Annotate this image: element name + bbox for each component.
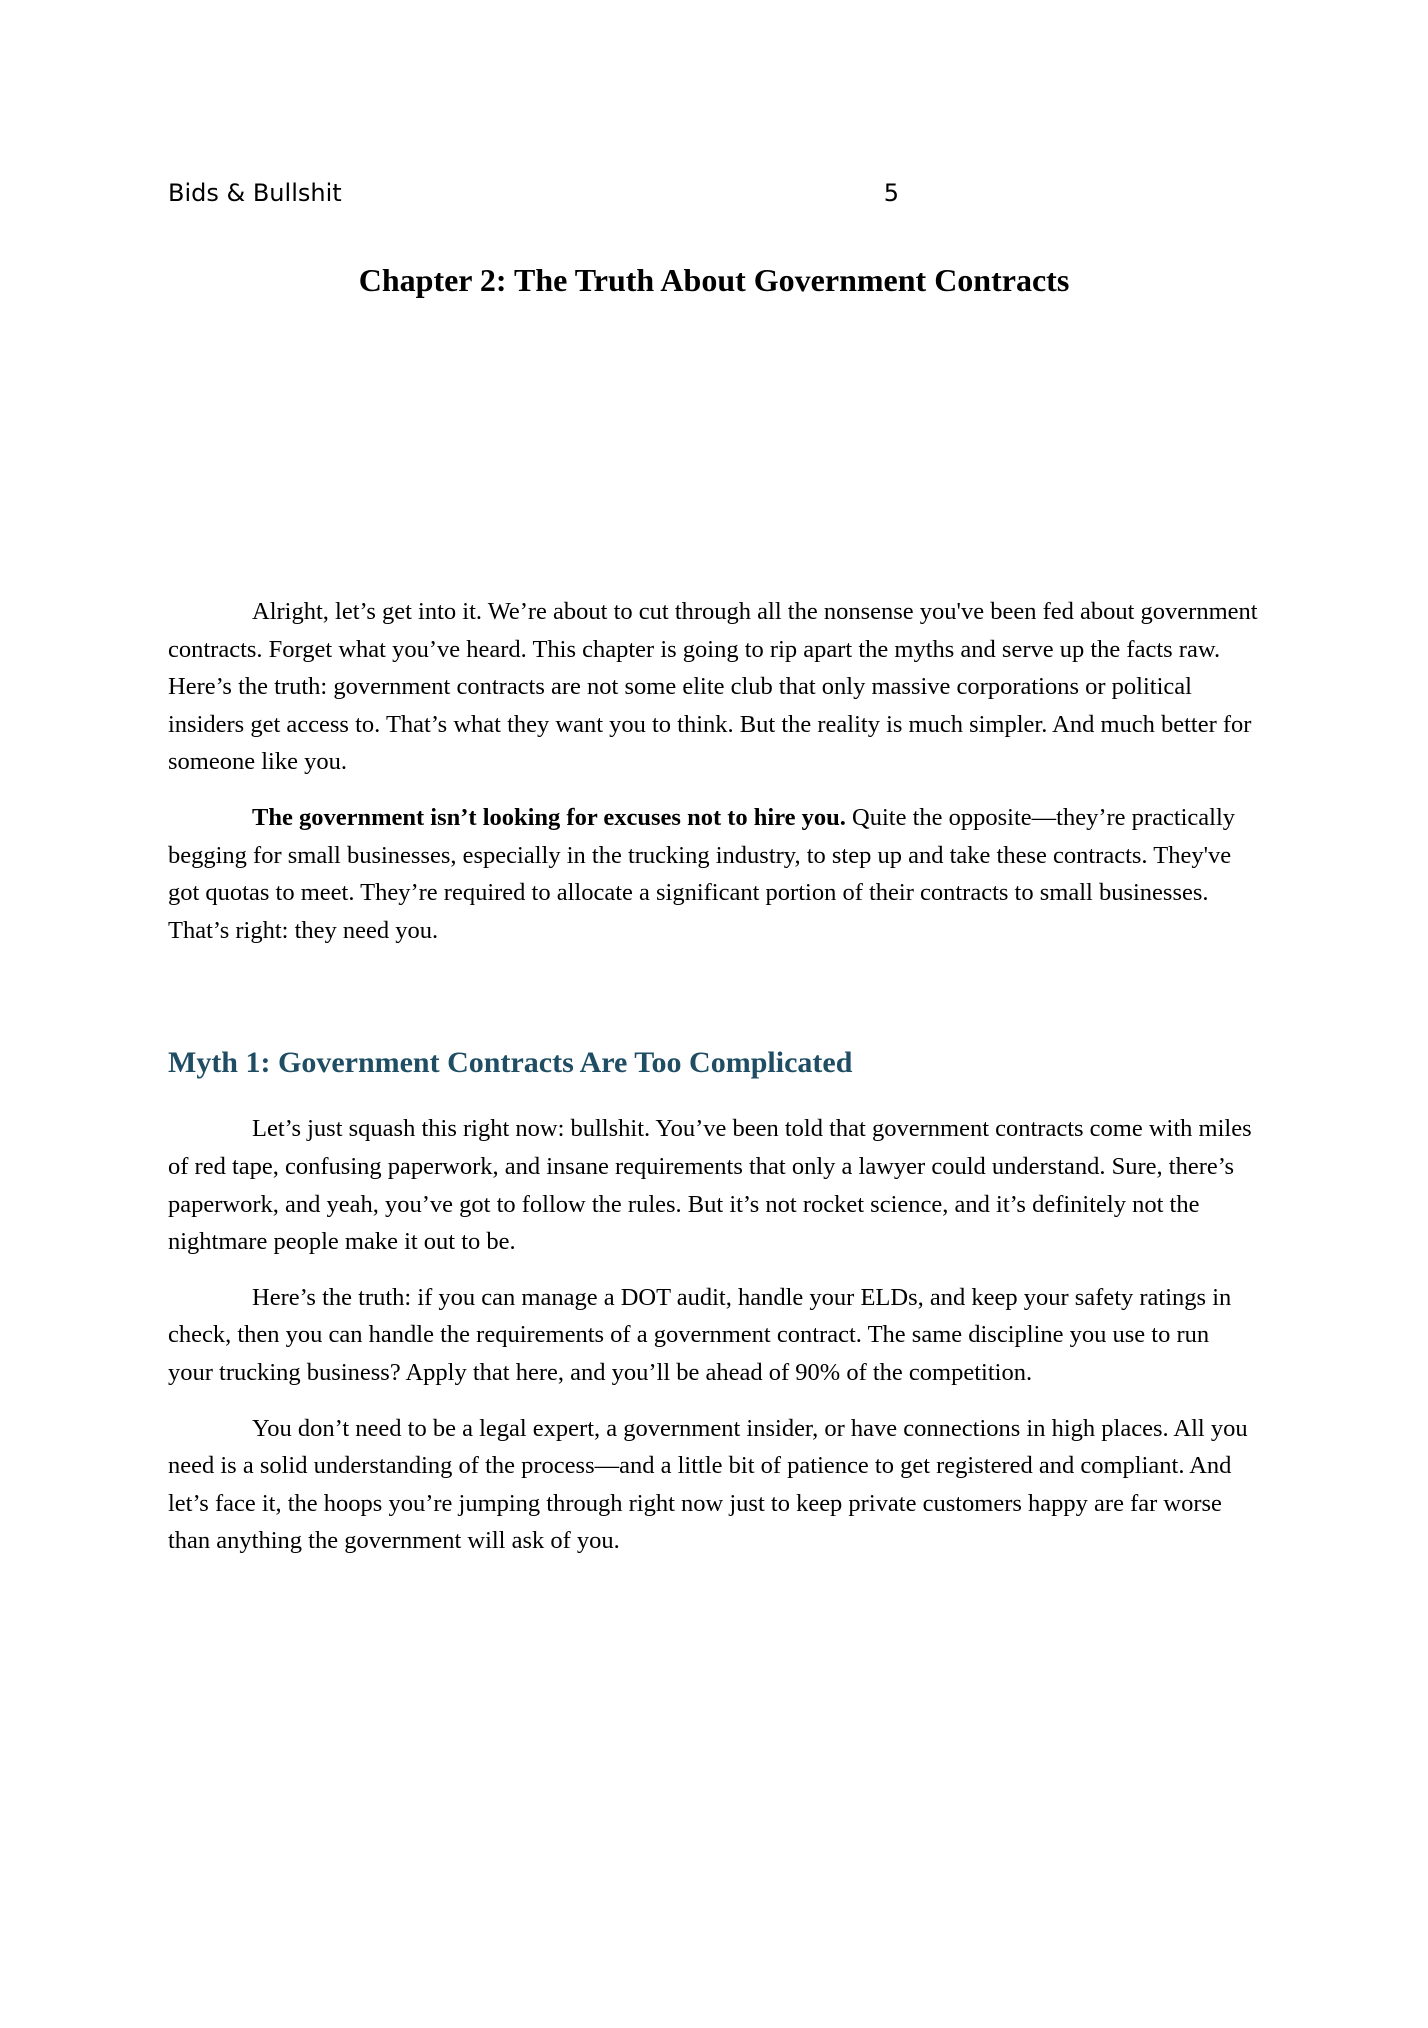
page-number: 5 bbox=[883, 179, 899, 207]
body-content bbox=[168, 593, 1258, 1578]
running-title: Bids & Bullshit bbox=[168, 179, 342, 207]
chapter-title: Chapter 2: The Truth About Government Contracts bbox=[358, 262, 1070, 298]
intro-paragraph-1: Alright, let’s get into it. We’re about to cut through all the nonsense you've been fed about government contracts. Forget what you’ve heard. This chapter is going to rip apart the myths and serve up the facts raw. Here’s the truth: government contracts are not some elite club that only massive corporations or political insiders get access to. That’s what they want you to think. But the reality is much simpler. And much better for someone like you. bbox=[168, 598, 1258, 776]
myth-1-paragraph-3: You don’t need to be a legal expert, a government insider, or have connections in high places. All you need is a solid understanding of the process—and a little bit of patience to get registered and compliant. And let’s face it, the hoops you’re jumping through right now just to keep private customers happy are far worse than anything the government will ask of you. bbox=[168, 1414, 1248, 1555]
intro-paragraph-2-text: Quite the opposite—they’re practically begging for small businesses, especially in the trucking industry, to step up and take these contracts. They've got quotas to meet. They’re required to allocate a significant portion of their contracts to small businesses. That’s right: they need you. bbox=[168, 803, 1236, 944]
intro-paragraph-2-bold-lead: The government isn’t looking for excuses not to hire you. bbox=[252, 803, 846, 831]
page-header bbox=[168, 176, 899, 210]
myth-1-paragraph-1: Let’s just squash this right now: bullshit. You’ve been told that government contracts come with miles of red tape, confusing paperwork, and insane requirements that only a lawyer could understand. Sure, there’s paperwork, and yeah, you’ve got to follow the rules. But it’s not rocket science, and it’s definitely not the nightmare people make it out to be. bbox=[168, 1115, 1252, 1256]
intro-paragraph-2 bbox=[168, 799, 1258, 949]
myth-1-paragraph-2: Here’s the truth: if you can manage a DOT audit, handle your ELDs, and keep your safety ratings in check, then you can handle the requirements of a government contract. The same discipline you use to run your trucking business? Apply that here, and you’ll be ahead of 90% of the competition. bbox=[168, 1283, 1232, 1386]
myth-1-heading: Myth 1: Government Contracts Are Too Complicated bbox=[168, 1046, 853, 1080]
